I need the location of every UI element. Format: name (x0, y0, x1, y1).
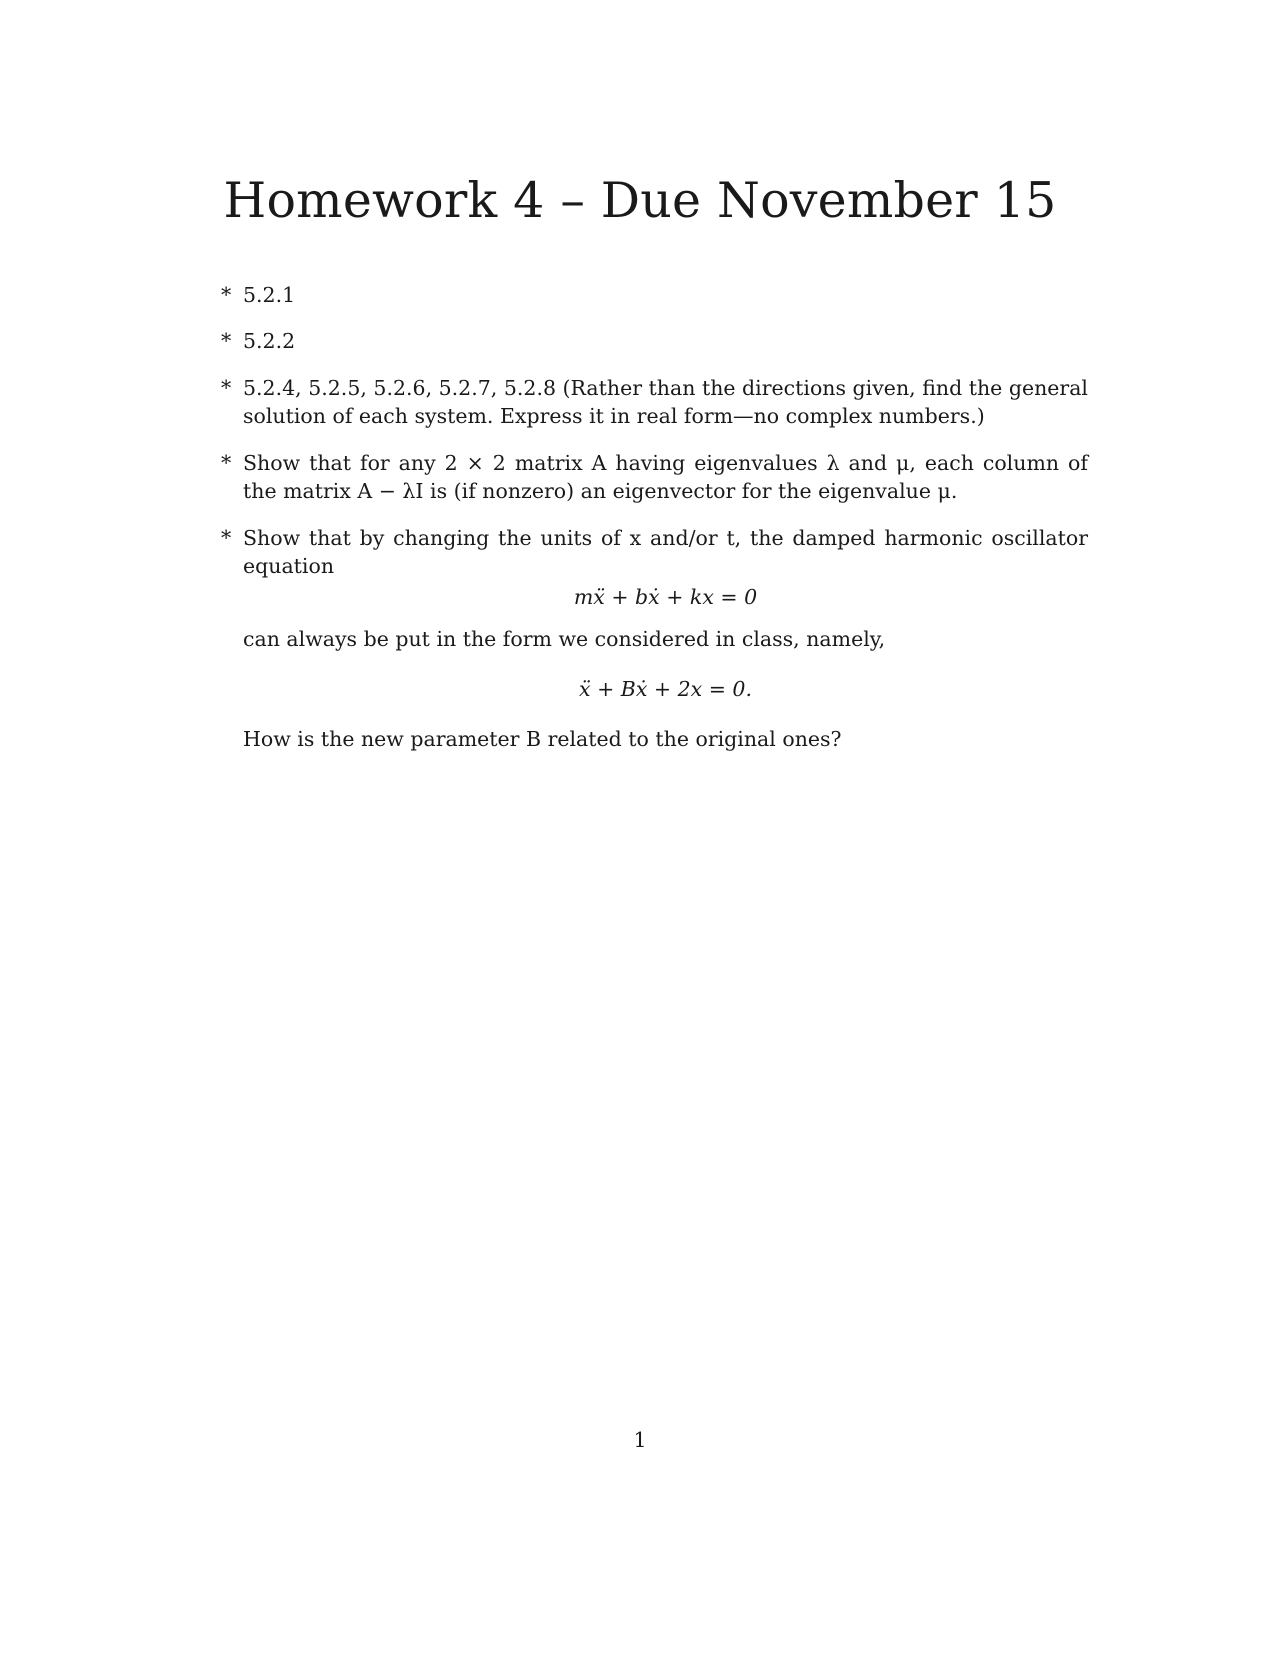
bullet-asterisk: * (221, 376, 232, 400)
equation-normalized-oscillator: ẍ + Bẋ + 2x = 0. (579, 677, 752, 701)
item-text: 5.2.4, 5.2.5, 5.2.6, 5.2.7, 5.2.8 (Rather than the directions given, find the general solution of each system. Express it in real form—no complex numbers.) (243, 376, 1088, 428)
page-number: 1 (633, 1428, 647, 1452)
page-title: Homework 4 – Due November 15 (223, 172, 1057, 229)
list-item (221, 281, 1088, 309)
list-item (221, 374, 1088, 430)
item-text: Show that for any 2 × 2 matrix A having eigenvalues λ and μ, each column of the matrix A − λI is (if nonzero) an eigenvector for the eigenvalue μ. (243, 451, 1088, 503)
item-text: 5.2.2 (243, 329, 296, 353)
item-text-intro: Show that by changing the units of x and/or t, the damped harmonic oscillator equation (243, 526, 1088, 578)
list-item (221, 327, 1088, 355)
bullet-asterisk: * (221, 451, 232, 475)
bullet-asterisk: * (221, 283, 232, 307)
bullet-asterisk: * (221, 526, 232, 550)
item-text-middle: can always be put in the form we considered in class, namely, (243, 627, 886, 651)
list-item (221, 524, 1088, 753)
equation-damped-oscillator: mẍ + bẋ + kx = 0 (573, 585, 758, 609)
bullet-asterisk: * (221, 329, 232, 353)
item-text: 5.2.1 (243, 283, 296, 307)
item-text-question: How is the new parameter B related to the original ones? (243, 727, 842, 751)
list-item (221, 449, 1088, 505)
